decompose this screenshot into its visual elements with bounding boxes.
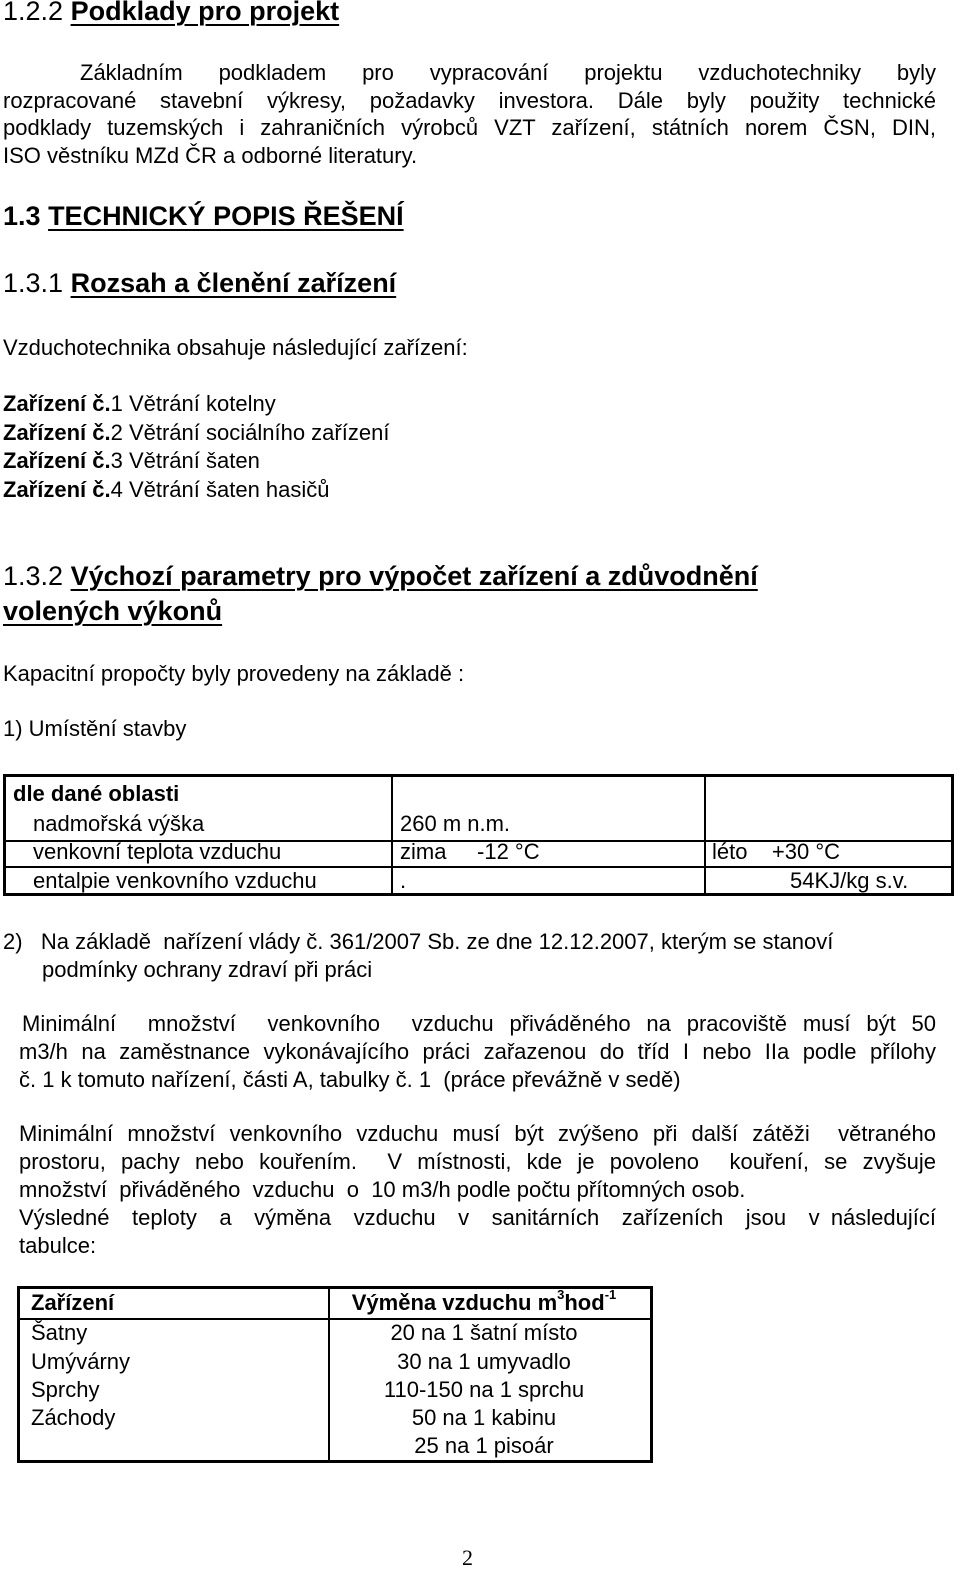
heading-number: 1.3 [3,201,41,231]
list-item [3,476,389,505]
text-line: ISO věstníku MZd ČR a odborné literatury. [3,142,418,168]
device-list [3,390,389,504]
col1-header: Zařízení [31,1290,115,1315]
altitude-value: 260 m n.m. [400,811,511,836]
heading-number: 1.2.2 [3,0,64,26]
table-header: dle dané oblasti [13,781,180,806]
heading-1-3-2 [3,559,758,629]
temp-label: venkovní teplota vzduchu [33,839,282,864]
header-text: Výměna vzduchu m [351,1290,558,1315]
table-row-name: Záchody [31,1405,116,1430]
heading-title: TECHNICKÝ POPIS ŘEŠENÍ [48,201,404,231]
text-line: rozpracované stavební výkresy, požadavky investora. Dále byly použity technické [3,87,936,113]
device-name: Větrání kotelny [122,391,276,416]
device-label: Zařízení č. [3,476,111,502]
item-2-line2: podmínky ochrany zdraví při práci [42,957,373,982]
heading-title: Podklady pro projekt [70,0,340,26]
table-row-value: 50 na 1 kabinu [411,1405,557,1430]
devices-intro: Vzduchotechnika obsahuje následující zařízení: [3,335,468,360]
enthalpy-value: 54KJ/kg s.v. [790,868,909,893]
device-label: Zařízení č. [3,419,111,445]
heading-number: 1.3.1 [3,268,64,298]
device-number: 4 [110,476,123,502]
enthalpy-dot: . [400,868,407,893]
table-row-value: 25 na 1 pisoár [414,1433,554,1458]
item-2 [3,928,936,984]
text-line: Výsledné teploty a výměna vzduchu v sanitárních zařízeních jsou v následující [19,1205,936,1230]
table-row-value: 20 na 1 šatní místo [390,1320,578,1345]
heading-title-line2: volených výkonů [3,596,223,626]
header-text: hod [564,1290,605,1315]
header-sup: 3 [557,1287,565,1302]
heading-1-2-2 [3,0,339,27]
list-item [3,447,389,476]
column-divider [704,777,706,893]
device-name: Větrání šaten [122,448,260,473]
text-line: podklady tuzemských i zahraničních výrobců VZT zařízení, státních norem ČSN, DIN, [3,115,936,140]
table-row-name: Sprchy [31,1377,100,1402]
paragraph-minimum-1 [19,1010,936,1094]
heading-1-3-1 [3,268,396,299]
temp-summer: léto +30 °C [712,839,841,864]
table-row-name: Šatny [31,1320,88,1345]
device-number: 2 [110,419,123,445]
column-divider [328,1289,330,1460]
device-name: Větrání sociálního zařízení [122,419,390,445]
header-sup: -1 [604,1287,617,1302]
temp-winter: zima -12 °C [400,839,540,864]
heading-number: 1.3.2 [3,561,64,591]
device-number: 3 [110,448,123,473]
column-divider [391,777,393,893]
paragraph-podklady [3,59,936,169]
text-line: Minimální množství venkovního vzduchu přiváděného na pracoviště musí být 50 [22,1011,936,1036]
list-item [3,419,389,448]
heading-1-3 [3,201,404,232]
page-number: 2 [462,1545,473,1570]
table-row-value: 110-150 na 1 sprchu [383,1377,585,1402]
device-number: 1 [110,391,123,416]
location-table [3,774,954,896]
text-line: č. 1 k tomuto nařízení, části A, tabulky č. 1 (práce převážně v sedě) [19,1067,681,1092]
air-exchange-table [17,1286,653,1463]
enthalpy-label: entalpie venkovního vzduchu [33,868,317,893]
device-name: Větrání šaten hasičů [122,476,330,502]
altitude-label: nadmořská výška [33,811,205,836]
text-line: m3/h na zaměstnance vykonávajícího práci zařazenou do tříd I nebo IIa podle přílohy [19,1039,936,1064]
heading-title: Rozsah a členění zařízení [70,268,397,298]
col2-header [332,1287,636,1316]
list-item [3,390,389,419]
device-label: Zařízení č. [3,448,111,473]
capacity-intro: Kapacitní propočty byly provedeny na základě : [3,661,465,686]
text-line: tabulce: [19,1233,97,1258]
item-2-line1: 2) Na základě nařízení vlády č. 361/2007 Sb. ze dne 12.12.2007, kterým se stanoví [3,929,834,954]
heading-title-line1: Výchozí parametry pro výpočet zařízení a zdůvodnění [70,561,758,591]
table-row-name: Umývárny [31,1349,131,1374]
text-line: Minimální množství venkovního vzduchu musí být zvýšeno při další zátěži větraného [19,1121,936,1146]
paragraph-minimum-2 [19,1120,936,1260]
text-line: Základním podkladem pro vypracování projektu vzduchotechniky byly [80,60,936,85]
device-label: Zařízení č. [3,391,111,416]
item-1: 1) Umístění stavby [3,716,187,741]
text-line: prostoru, pachy nebo kouřením. V místnosti, kde je povoleno kouření, se zvyšuje [19,1149,936,1174]
table-row-value: 30 na 1 umyvadlo [397,1349,571,1374]
text-line: množství přiváděného vzduchu o 10 m3/h podle počtu přítomných osob. [19,1177,746,1202]
